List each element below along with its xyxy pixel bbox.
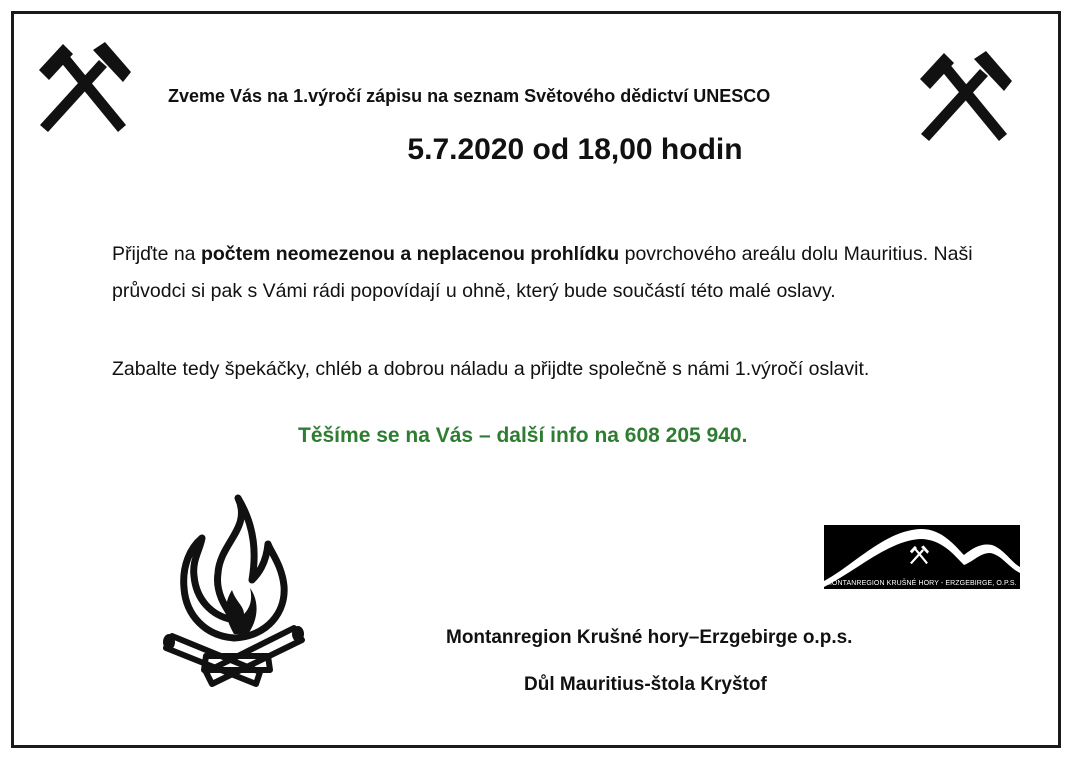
campfire-icon [160, 488, 310, 698]
logo-text: MONTANREGION KRUŠNÉ HORY - ERZGEBIRGE, O.P.S. [826, 580, 1017, 587]
crossed-hammers-icon [912, 49, 1016, 145]
paragraph-1-end: povrchového areálu dolu Mauritius. Naši průvodci si pak s Vámi rádi popovídají u ohně, který bude součástí této malé oslavy. [112, 243, 973, 302]
invitation-paragraph-2: Zabalte tedy špekáčky, chléb a dobrou náladu a přijdte společně s námi 1.výročí oslavit. [112, 358, 870, 380]
paragraph-1-bold: počtem neomezenou a neplacenou prohlídku [200, 243, 620, 265]
location-name: Důl Mauritius-štola Kryštof [524, 674, 767, 695]
crossed-hammers-icon [33, 40, 133, 136]
crossed-hammers-icon [908, 545, 930, 565]
event-date: 5.7.2020 od 18,00 hodin [407, 133, 743, 166]
paragraph-1-start: Přijďte na [112, 243, 201, 265]
contact-highlight: Těšíme se na Vás – další info na 608 205 940. [298, 424, 748, 447]
invitation-subtitle: Zveme Vás na 1.výročí zápisu na seznam Světového dědictví UNESCO [168, 86, 771, 106]
invitation-paragraph-1 [112, 236, 1012, 310]
organizer-name: Montanregion Krušné hory–Erzgebirge o.p.s. [446, 627, 853, 648]
montanregion-logo [824, 525, 1020, 589]
